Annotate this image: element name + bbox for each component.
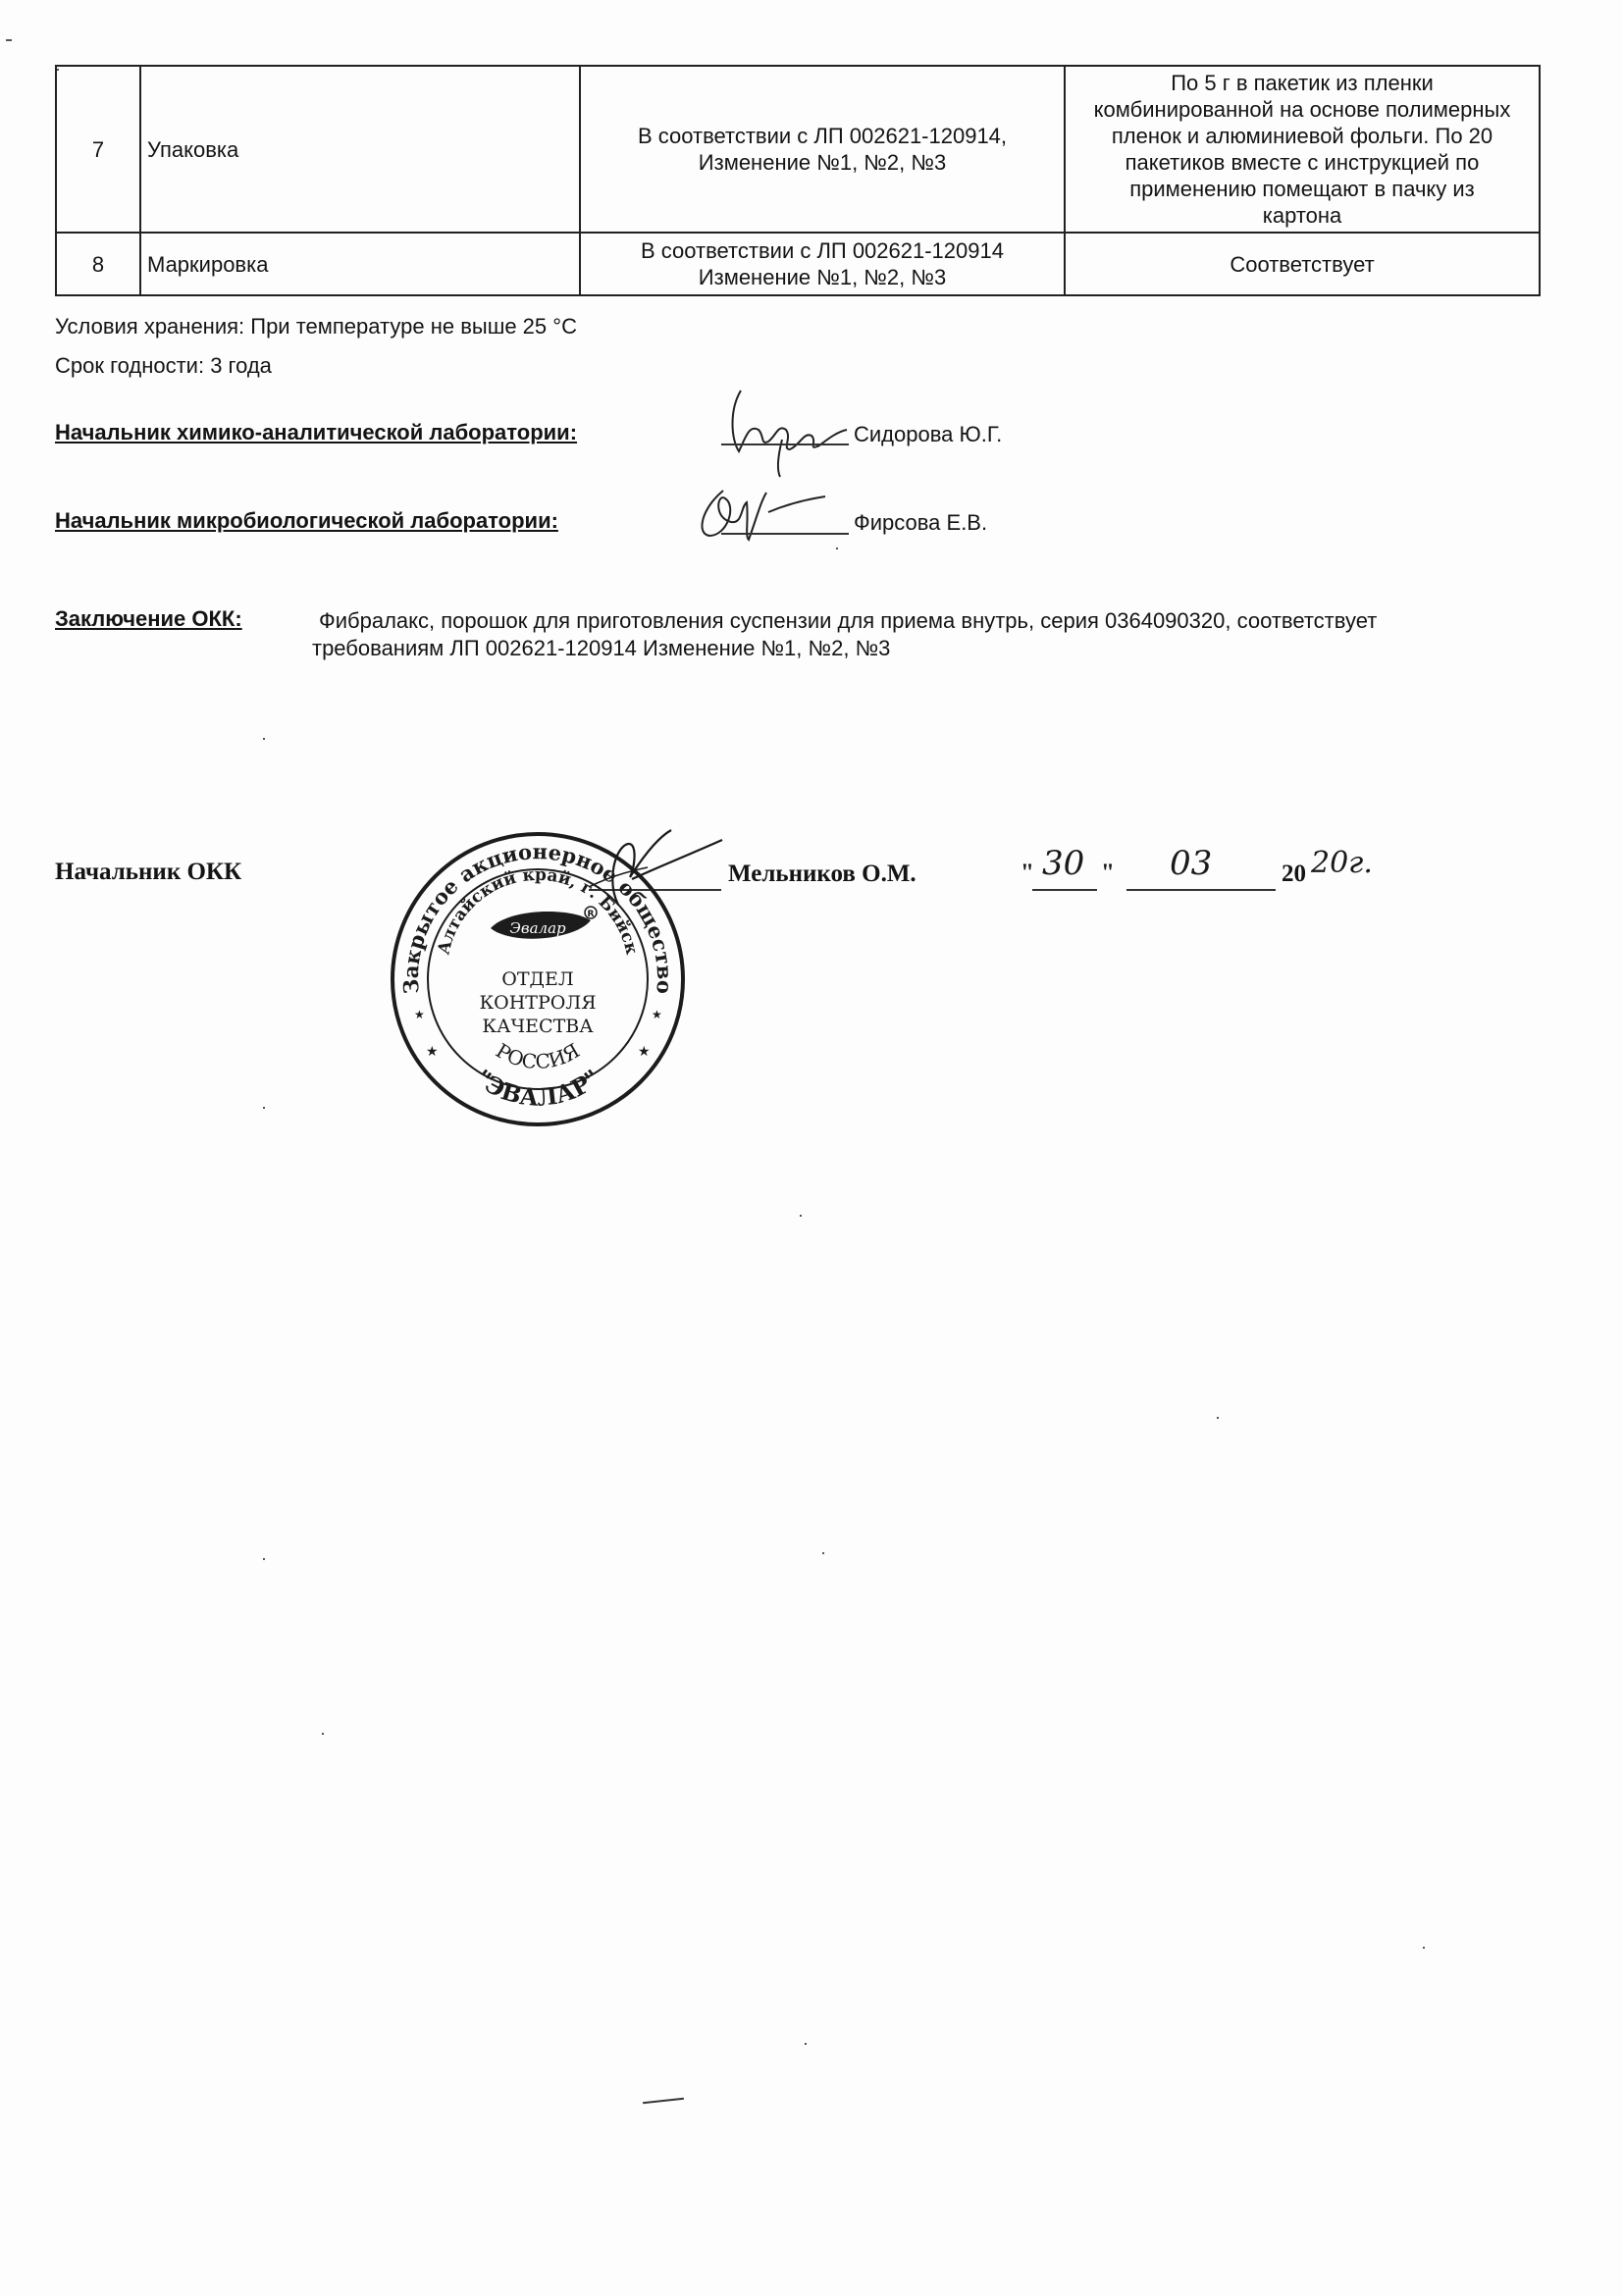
result-line: картона: [1262, 203, 1342, 228]
stamp-bottom-1: РОССИЯ: [492, 1038, 584, 1074]
scan-speck: [263, 1558, 265, 1560]
storage-conditions: Условия хранения: При температуре не выше 25 °С: [55, 314, 577, 339]
svg-text:R: R: [587, 910, 595, 919]
scan-speck: [805, 2043, 807, 2045]
chem-lab-name: Сидорова Ю.Г.: [854, 422, 1003, 446]
scan-speck: [1217, 1417, 1219, 1419]
micro-lab-signature: [692, 479, 829, 557]
row-number: 8: [56, 233, 140, 295]
row-result: [1065, 233, 1540, 295]
scan-speck: [263, 738, 265, 740]
scan-speck: [822, 1552, 824, 1554]
svg-text:★: ★: [426, 1043, 439, 1059]
requirement-line: В соответствии с ЛП 002621-120914: [641, 238, 1004, 263]
date-year-prefix: 20: [1282, 861, 1306, 887]
date-month-line: [1126, 889, 1276, 891]
result-line: пленок и алюминиевой фольги. По 20: [1111, 124, 1493, 148]
scan-speck: [800, 1215, 802, 1217]
requirement-line: В соответствии с ЛП 002621-120914,: [637, 124, 1008, 148]
head-okk-name: Мельников О.М.: [728, 861, 916, 887]
svg-text:★: ★: [652, 1008, 662, 1021]
chem-lab-label: Начальник химико-аналитической лаборатории:: [55, 420, 578, 444]
table-row: [56, 66, 1540, 233]
row-result: [1065, 66, 1540, 233]
table-row: [56, 233, 1540, 295]
row-number: 7: [56, 66, 140, 233]
conclusion-label: Заключение ОКК:: [55, 606, 242, 631]
result-line: комбинированной на основе полимерных: [1093, 97, 1511, 122]
svg-text:★: ★: [414, 1008, 425, 1021]
date-open-quote: ": [1021, 860, 1034, 886]
row-requirement: [580, 66, 1065, 233]
scan-speck: [6, 39, 12, 41]
scan-speck: [263, 1107, 265, 1109]
stamp-outer-text: Закрытое акционерное общество: [397, 839, 678, 995]
scan-speck: [643, 2098, 684, 2104]
spec-table: [55, 65, 1541, 296]
row-name: Упаковка: [140, 66, 580, 233]
conclusion-line-2: требованиям ЛП 002621-120914 Изменение №1, №2, №3: [312, 636, 891, 660]
svg-text:★: ★: [638, 1043, 651, 1059]
result-line: По 5 г в пакетик из пленки: [1171, 71, 1434, 95]
date-close-quote: ": [1101, 860, 1115, 886]
date-day: 30: [1042, 844, 1085, 883]
chem-lab-signature: [721, 381, 849, 479]
head-okk-label: Начальник ОКК: [55, 859, 242, 885]
micro-lab-label: Начальник микробиологической лаборатории:: [55, 508, 558, 533]
scan-speck: [1423, 1947, 1425, 1949]
date-month: 03: [1170, 844, 1213, 883]
requirement-line: Изменение №1, №2, №3: [698, 265, 947, 289]
result-line: Соответствует: [1230, 251, 1375, 277]
stamp-center-line: КАЧЕСТВА: [482, 1016, 594, 1037]
stamp-center-line: ОТДЕЛ: [501, 968, 574, 990]
stamp-inner-text: Алтайский край, г. Бийск: [434, 864, 642, 957]
row-requirement: [580, 233, 1065, 295]
requirement-line: Изменение №1, №2, №3: [698, 150, 947, 175]
date-day-line: [1032, 889, 1097, 891]
date-year-suffix: 20г.: [1311, 846, 1373, 880]
row-name: Маркировка: [140, 233, 580, 295]
conclusion-line-1: Фибралакс, порошок для приготовления суспензии для приема внутрь, серия 0364090320, соответствует: [319, 608, 1378, 633]
signature-line: [721, 533, 849, 535]
scan-speck: [836, 548, 838, 549]
scan-speck: [57, 69, 59, 71]
signature-line: [721, 444, 849, 445]
stamp-bottom-2: "ЭВАЛАР": [469, 1063, 606, 1112]
result-line: применению помещают в пачку из: [1129, 177, 1475, 201]
shelf-life: Срок годности: 3 года: [55, 353, 272, 378]
stamp-center-line: КОНТРОЛЯ: [479, 992, 597, 1014]
scan-speck: [322, 1733, 324, 1735]
micro-lab-name: Фирсова Е.В.: [854, 510, 988, 535]
stamp-logo: Эвалар: [509, 919, 566, 937]
result-line: пакетиков вместе с инструкцией по: [1125, 150, 1480, 175]
head-okk-signature: [550, 816, 726, 914]
